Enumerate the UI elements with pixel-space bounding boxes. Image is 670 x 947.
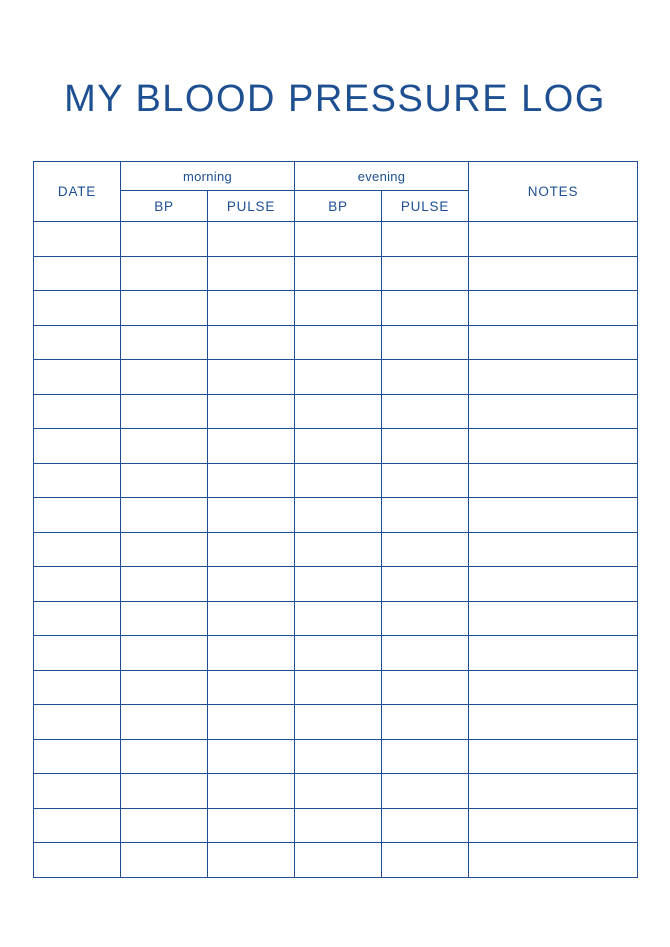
cell-date[interactable] [34,601,121,636]
cell-morning-pulse[interactable] [208,360,295,395]
cell-date[interactable] [34,532,121,567]
cell-evening-pulse[interactable] [382,636,469,671]
cell-morning-bp[interactable] [121,429,208,464]
cell-evening-pulse[interactable] [382,463,469,498]
table-row [34,843,638,878]
cell-morning-pulse[interactable] [208,774,295,809]
cell-morning-pulse[interactable] [208,843,295,878]
cell-morning-pulse[interactable] [208,808,295,843]
column-header-morning-pulse: PULSE [208,191,295,222]
cell-morning-bp[interactable] [121,808,208,843]
cell-evening-bp[interactable] [295,532,382,567]
cell-evening-pulse[interactable] [382,567,469,602]
cell-evening-pulse[interactable] [382,670,469,705]
cell-morning-bp[interactable] [121,636,208,671]
table-row [34,291,638,326]
cell-notes[interactable] [469,360,638,395]
table-row [34,463,638,498]
cell-morning-bp[interactable] [121,601,208,636]
table-row [34,498,638,533]
cell-notes[interactable] [469,601,638,636]
cell-morning-bp[interactable] [121,843,208,878]
cell-notes[interactable] [469,291,638,326]
cell-evening-bp[interactable] [295,463,382,498]
cell-morning-pulse[interactable] [208,567,295,602]
cell-evening-pulse[interactable] [382,360,469,395]
cell-morning-pulse[interactable] [208,532,295,567]
cell-morning-pulse[interactable] [208,670,295,705]
table-row [34,222,638,257]
cell-notes[interactable] [469,498,638,533]
cell-date[interactable] [34,843,121,878]
cell-evening-bp[interactable] [295,739,382,774]
blood-pressure-log-table-wrapper [33,161,637,878]
cell-date[interactable] [34,774,121,809]
cell-morning-bp[interactable] [121,360,208,395]
cell-notes[interactable] [469,256,638,291]
table-row [34,636,638,671]
cell-evening-pulse[interactable] [382,498,469,533]
cell-morning-pulse[interactable] [208,498,295,533]
cell-morning-bp[interactable] [121,774,208,809]
page-title: MY BLOOD PRESSURE LOG [64,78,606,120]
cell-evening-bp[interactable] [295,394,382,429]
column-header-evening-pulse: PULSE [382,191,469,222]
cell-notes[interactable] [469,636,638,671]
cell-evening-bp[interactable] [295,567,382,602]
blood-pressure-log-table [33,161,638,878]
cell-evening-pulse[interactable] [382,843,469,878]
cell-evening-bp[interactable] [295,601,382,636]
cell-evening-pulse[interactable] [382,325,469,360]
cell-evening-bp[interactable] [295,256,382,291]
table-row [34,394,638,429]
cell-morning-pulse[interactable] [208,256,295,291]
table-row [34,808,638,843]
cell-evening-pulse[interactable] [382,429,469,464]
cell-notes[interactable] [469,567,638,602]
cell-notes[interactable] [469,774,638,809]
table-row [34,325,638,360]
cell-evening-pulse[interactable] [382,394,469,429]
cell-evening-pulse[interactable] [382,601,469,636]
cell-evening-bp[interactable] [295,843,382,878]
cell-evening-pulse[interactable] [382,256,469,291]
cell-date[interactable] [34,325,121,360]
column-header-evening-bp: BP [295,191,382,222]
cell-evening-bp[interactable] [295,670,382,705]
cell-morning-pulse[interactable] [208,325,295,360]
cell-date[interactable] [34,705,121,740]
cell-evening-bp[interactable] [295,291,382,326]
cell-date[interactable] [34,498,121,533]
cell-notes[interactable] [469,670,638,705]
cell-date[interactable] [34,636,121,671]
table-header-group-row [34,162,638,191]
cell-date[interactable] [34,739,121,774]
cell-date[interactable] [34,670,121,705]
cell-morning-bp[interactable] [121,325,208,360]
cell-morning-pulse[interactable] [208,429,295,464]
cell-morning-bp[interactable] [121,532,208,567]
table-row [34,256,638,291]
cell-morning-bp[interactable] [121,739,208,774]
cell-date[interactable] [34,463,121,498]
column-header-morning-bp: BP [121,191,208,222]
cell-morning-bp[interactable] [121,463,208,498]
cell-morning-bp[interactable] [121,705,208,740]
table-row [34,601,638,636]
cell-evening-pulse[interactable] [382,532,469,567]
table-row [34,774,638,809]
table-row [34,739,638,774]
cell-morning-pulse[interactable] [208,463,295,498]
table-row [34,705,638,740]
cell-date[interactable] [34,394,121,429]
cell-evening-pulse[interactable] [382,808,469,843]
cell-morning-bp[interactable] [121,394,208,429]
cell-date[interactable] [34,360,121,395]
cell-morning-bp[interactable] [121,256,208,291]
cell-morning-bp[interactable] [121,291,208,326]
cell-morning-pulse[interactable] [208,739,295,774]
table-row [34,532,638,567]
cell-evening-bp[interactable] [295,498,382,533]
cell-notes[interactable] [469,394,638,429]
cell-evening-pulse[interactable] [382,774,469,809]
cell-notes[interactable] [469,808,638,843]
cell-date[interactable] [34,808,121,843]
cell-notes[interactable] [469,532,638,567]
cell-evening-bp[interactable] [295,636,382,671]
table-row [34,567,638,602]
cell-notes[interactable] [469,463,638,498]
cell-morning-pulse[interactable] [208,705,295,740]
cell-evening-bp[interactable] [295,774,382,809]
cell-morning-bp[interactable] [121,670,208,705]
cell-morning-pulse[interactable] [208,222,295,257]
cell-evening-bp[interactable] [295,808,382,843]
cell-morning-pulse[interactable] [208,394,295,429]
column-header-notes: NOTES [469,162,638,222]
cell-notes[interactable] [469,325,638,360]
cell-notes[interactable] [469,429,638,464]
cell-notes[interactable] [469,222,638,257]
cell-morning-bp[interactable] [121,567,208,602]
cell-morning-bp[interactable] [121,498,208,533]
column-header-date: DATE [34,162,121,222]
cell-evening-pulse[interactable] [382,739,469,774]
cell-morning-pulse[interactable] [208,291,295,326]
cell-date[interactable] [34,291,121,326]
cell-evening-pulse[interactable] [382,705,469,740]
table-row [34,360,638,395]
cell-date[interactable] [34,222,121,257]
cell-date[interactable] [34,429,121,464]
cell-notes[interactable] [469,843,638,878]
table-row [34,670,638,705]
cell-morning-pulse[interactable] [208,636,295,671]
cell-evening-bp[interactable] [295,429,382,464]
column-header-evening: evening [295,162,469,191]
cell-evening-bp[interactable] [295,222,382,257]
cell-evening-bp[interactable] [295,705,382,740]
cell-morning-pulse[interactable] [208,601,295,636]
cell-evening-pulse[interactable] [382,222,469,257]
table-header [34,162,638,222]
cell-notes[interactable] [469,705,638,740]
cell-evening-bp[interactable] [295,325,382,360]
cell-morning-bp[interactable] [121,222,208,257]
table-row [34,429,638,464]
cell-date[interactable] [34,256,121,291]
cell-evening-pulse[interactable] [382,291,469,326]
cell-date[interactable] [34,567,121,602]
table-body [34,222,638,878]
cell-notes[interactable] [469,739,638,774]
cell-evening-bp[interactable] [295,360,382,395]
column-header-morning: morning [121,162,295,191]
